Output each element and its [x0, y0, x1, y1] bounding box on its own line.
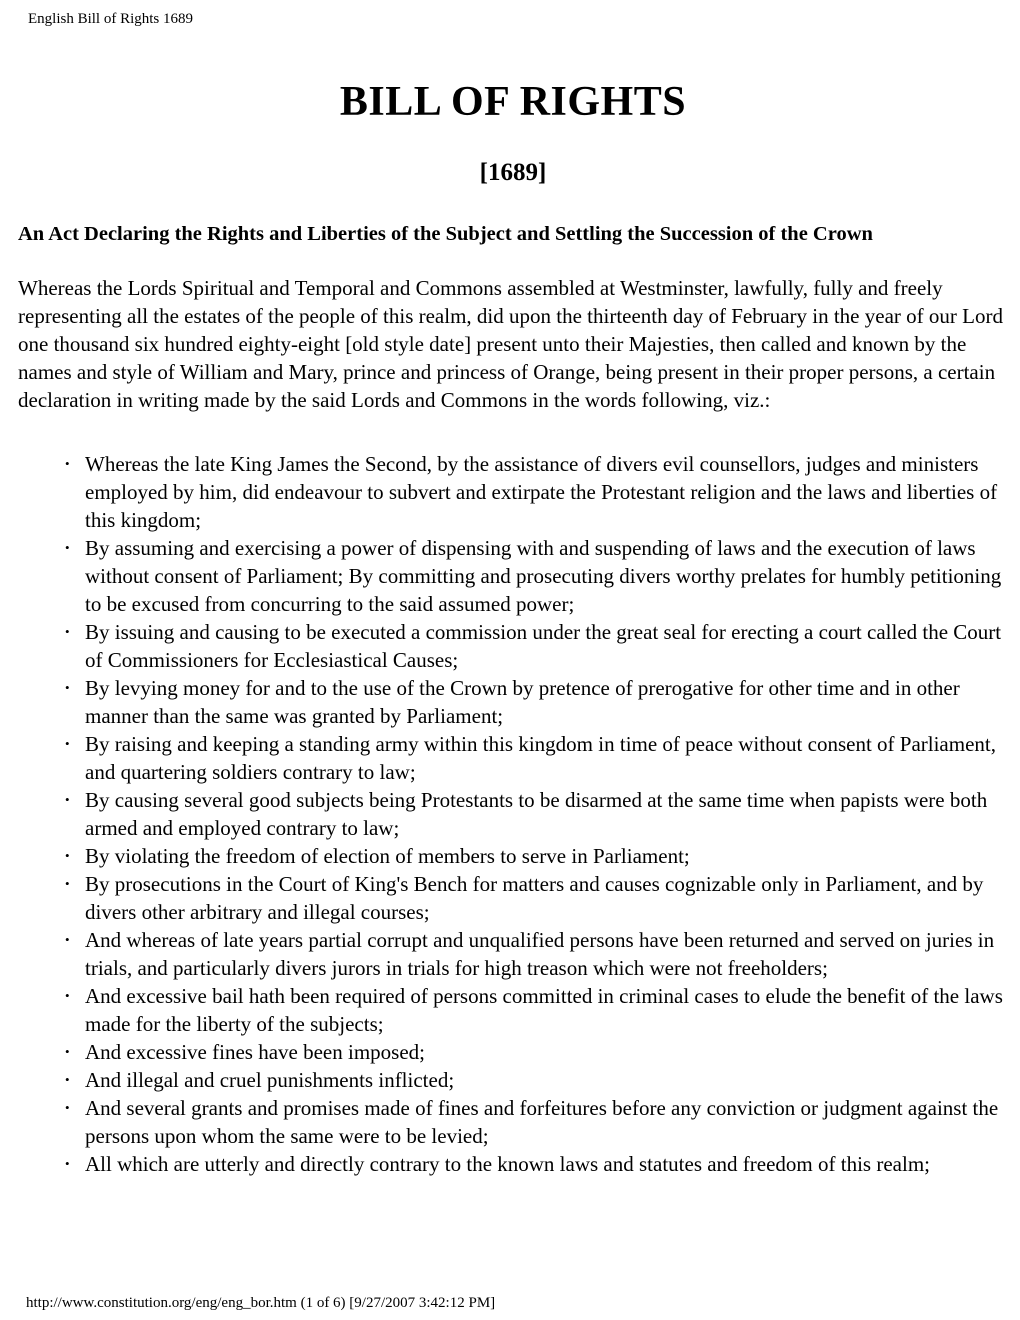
preamble-paragraph: Whereas the Lords Spiritual and Temporal and Commons assembled at Westminster, lawfully, fully and freely representing all the estates of the people of this realm, did upon the thirteenth day of February in the year of our Lord one thousand six hundred eighty-eight [old style date] present unto their Majesties, then called and known by the names and style of William and Mary, prince and princess of Orange, being present in their proper persons, a certain declaration in writing made by the said Lords and Commons in the words following, viz.: — [18, 276, 1003, 412]
grievance-item: • And whereas of late years partial corrupt and unqualified persons have been returned and served on juries in trials, and particularly divers jurors in trials for high treason which were not freeholders; — [85, 926, 1008, 982]
grievance-item: • By prosecutions in the Court of King's Bench for matters and causes cognizable only in Parliament, and by divers other arbitrary and illegal courses; — [85, 870, 1008, 926]
grievance-item: • All which are utterly and directly contrary to the known laws and statutes and freedom of this realm; — [85, 1150, 1008, 1178]
grievance-item: • And excessive fines have been imposed; — [85, 1038, 1008, 1066]
grievance-item: • By raising and keeping a standing army within this kingdom in time of peace without consent of Parliament, and quartering soldiers contrary to law; — [85, 730, 1008, 786]
grievance-item: • Whereas the late King James the Second, by the assistance of divers evil counsellors, judges and ministers employed by him, did endeavour to subvert and extirpate the Protestant religion and the laws and liberties of this kingdom; — [85, 450, 1008, 534]
document-body — [18, 80, 1008, 1178]
grievance-item: • By levying money for and to the use of the Crown by pretence of prerogative for other time and in other manner than the same was granted by Parliament; — [85, 674, 1008, 730]
grievance-item: • By assuming and exercising a power of dispensing with and suspending of laws and the execution of laws without consent of Parliament; By committing and prosecuting divers worthy prelates for humbly petitioning to be excused from concurring to the said assumed power; — [85, 534, 1008, 618]
print-header-title: English Bill of Rights 1689 — [28, 11, 194, 27]
grievance-item: • And excessive bail hath been required of persons committed in criminal cases to elude the benefit of the laws made for the liberty of the subjects; — [85, 982, 1008, 1038]
grievances-list — [18, 450, 1008, 1178]
document-title: BILL OF RIGHTS — [339, 79, 687, 125]
grievance-item: • By causing several good subjects being Protestants to be disarmed at the same time when papists were both armed and employed contrary to law; — [85, 786, 1008, 842]
document-year: [1689] — [479, 159, 547, 186]
grievance-item: • By issuing and causing to be executed a commission under the great seal for erecting a court called the Court of Commissioners for Ecclesiastical Causes; — [85, 618, 1008, 674]
grievance-item: • By violating the freedom of election of members to serve in Parliament; — [85, 842, 1008, 870]
grievance-item: • And illegal and cruel punishments inflicted; — [85, 1066, 1008, 1094]
print-footer-url: http://www.constitution.org/eng/eng_bor.htm (1 of 6) [9/27/2007 3:42:12 PM] — [26, 1295, 496, 1311]
document-subtitle: An Act Declaring the Rights and Liberties of the Subject and Settling the Succession of the Crown — [18, 223, 873, 245]
grievance-item: • And several grants and promises made of fines and forfeitures before any conviction or judgment against the persons upon whom the same were to be levied; — [85, 1094, 1008, 1150]
